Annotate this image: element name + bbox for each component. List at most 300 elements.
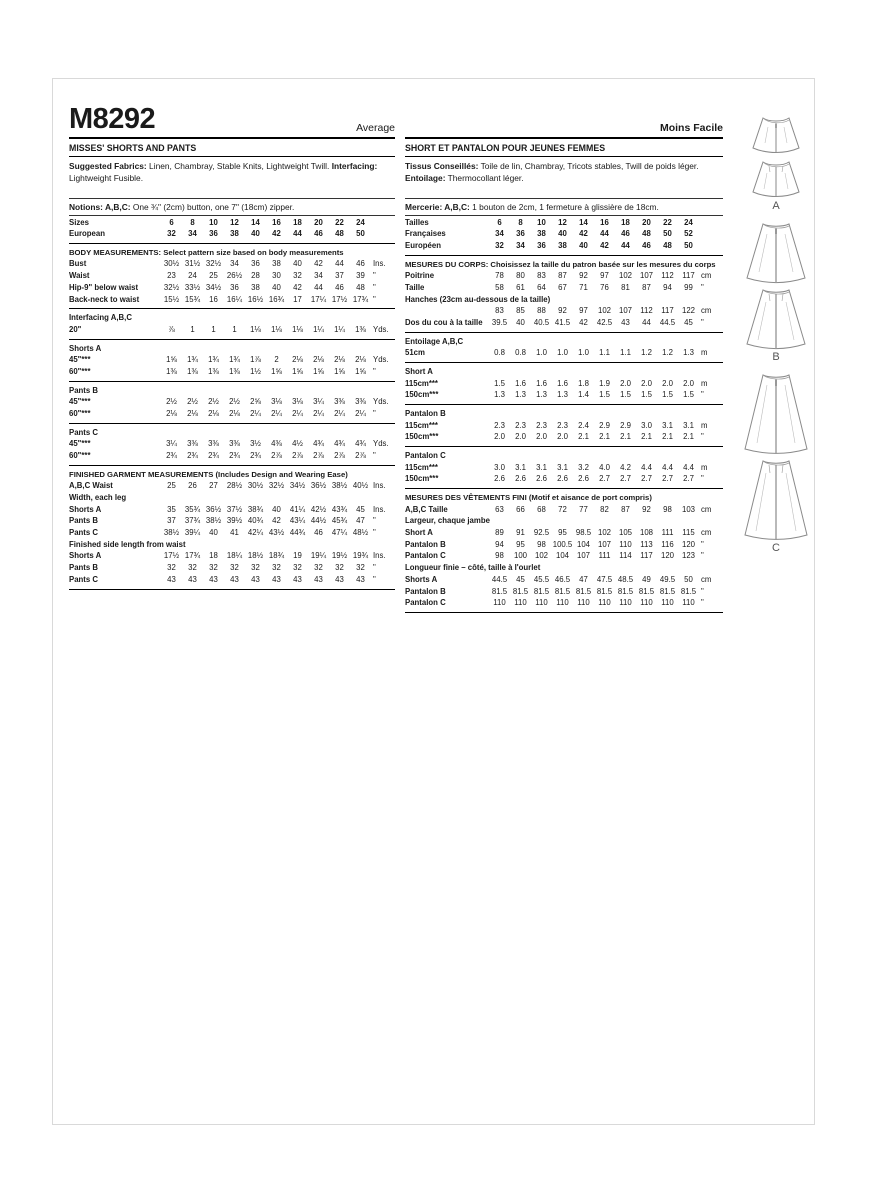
unit-cell: " <box>701 598 704 608</box>
table-row <box>405 420 723 432</box>
table-cell: 2⅞ <box>334 451 345 461</box>
pants-c-back-sketch <box>742 459 810 541</box>
unit-cell: " <box>373 516 376 526</box>
table-cell: 123 <box>681 551 695 561</box>
table-cell: 110 <box>598 598 611 608</box>
table-cell: 2¾ <box>187 451 198 461</box>
short-a-metrage-table <box>405 365 723 402</box>
table-row <box>69 480 395 492</box>
table-row <box>405 586 723 598</box>
table-cell: 34 <box>314 271 323 281</box>
table-cell: 107 <box>618 306 632 316</box>
row-label: Pants C <box>69 427 99 437</box>
table-cell: 45¾ <box>331 516 348 526</box>
divider <box>69 465 395 466</box>
table-cell: 110 <box>640 598 653 608</box>
table-cell: 113 <box>640 539 653 549</box>
table-cell: 17¾ <box>184 551 201 561</box>
table-cell: 47.5 <box>596 574 613 584</box>
table-row <box>405 408 723 420</box>
table-cell: 87 <box>558 271 567 281</box>
table-cell: 42 <box>579 229 588 239</box>
table-cell: 44½ <box>310 516 327 526</box>
table-cell: 3.1 <box>557 462 568 472</box>
table-cell: 1.8 <box>578 378 589 388</box>
table-cell: 3.1 <box>536 462 547 472</box>
table-cell: 16 <box>209 294 218 304</box>
table-cell: 1⅛ <box>292 324 303 334</box>
table-cell: 1¼ <box>334 324 345 334</box>
table-cell: 61 <box>516 282 525 292</box>
table-cell: 2.6 <box>536 474 547 484</box>
table-cell: 92.5 <box>533 528 550 538</box>
table-cell: 104 <box>555 551 569 561</box>
row-label: 60"*** <box>69 409 91 419</box>
table-cell: 4.0 <box>599 462 610 472</box>
table-cell: 1.6 <box>536 378 547 388</box>
divider <box>405 332 723 333</box>
table-cell: 2.1 <box>683 432 694 442</box>
table-cell: 2⅛ <box>229 409 240 419</box>
row-label: Bust <box>69 259 87 269</box>
table-cell: 4.4 <box>683 462 694 472</box>
table-cell: 46 <box>314 229 323 239</box>
table-cell: 25 <box>209 271 218 281</box>
table-cell: 17¾ <box>352 294 369 304</box>
table-cell: 107 <box>576 551 590 561</box>
french-column <box>405 105 723 615</box>
table-cell: 35 <box>167 504 176 514</box>
table-cell: 2.7 <box>641 474 652 484</box>
row-label: Largeur, chaque jambe <box>405 516 490 526</box>
table-cell: 38½ <box>163 528 180 538</box>
table-cell: 92 <box>558 306 567 316</box>
table-cell: 32 <box>251 563 260 573</box>
table-cell: 38 <box>272 259 281 269</box>
pattern-number: M8292 <box>69 103 156 135</box>
table-cell: 2⅛ <box>292 355 303 365</box>
row-label: 150cm*** <box>405 474 439 484</box>
unit-cell: " <box>701 317 704 327</box>
table-row <box>69 354 395 366</box>
table-cell: 98 <box>663 504 672 514</box>
table-row <box>69 282 395 294</box>
table-cell: 98 <box>495 551 504 561</box>
table-cell: 2.1 <box>578 432 589 442</box>
table-cell: 37 <box>335 271 344 281</box>
table-cell: 15½ <box>163 294 180 304</box>
unit-cell: " <box>373 282 376 292</box>
row-label: Finished side length from waist <box>69 539 186 549</box>
table-row <box>69 385 395 397</box>
row-label: Pantalon C <box>405 598 446 608</box>
unit-cell: m <box>701 420 708 430</box>
table-cell: 3.1 <box>683 420 694 430</box>
row-label: Pantalon B <box>405 539 446 549</box>
table-cell: 2¼ <box>355 409 366 419</box>
table-cell: 24 <box>684 217 693 227</box>
table-cell: 14 <box>579 217 588 227</box>
table-cell: 46 <box>314 528 323 538</box>
table-cell: 41.5 <box>554 317 571 327</box>
table-cell: 36 <box>209 229 218 239</box>
row-label: 51cm <box>405 348 425 358</box>
row-label: Hip-9" below waist <box>69 282 139 292</box>
body-measurements-table-fr <box>405 258 723 330</box>
row-label: Pants B <box>69 385 99 395</box>
table-cell: 2⅛ <box>208 409 219 419</box>
table-cell: 18 <box>621 217 630 227</box>
table-row <box>405 347 723 359</box>
table-cell: 1 <box>211 324 216 334</box>
table-cell: 2.6 <box>515 474 526 484</box>
table-cell: 76 <box>600 282 609 292</box>
table-cell: 39.5 <box>491 317 508 327</box>
table-cell: 110 <box>577 598 590 608</box>
table-cell: 83 <box>495 306 504 316</box>
table-cell: 46 <box>621 229 630 239</box>
table-cell: 1⅝ <box>271 366 282 376</box>
table-cell: 45 <box>684 317 693 327</box>
row-label: Entoilage A,B,C <box>405 336 464 346</box>
table-cell: 2.7 <box>683 474 694 484</box>
table-cell: 19¾ <box>352 551 369 561</box>
table-row <box>69 343 395 355</box>
table-section-header: BODY MEASUREMENTS: Select pattern size based on body measurements <box>69 247 344 257</box>
table-row <box>405 574 723 586</box>
table-cell: 95 <box>516 539 525 549</box>
table-cell: 40¾ <box>247 516 264 526</box>
divider <box>405 404 723 405</box>
row-label: 60"*** <box>69 366 91 376</box>
table-cell: 2¼ <box>313 409 324 419</box>
row-label: Pants C <box>69 528 99 538</box>
table-cell: 30 <box>272 271 281 281</box>
unit-cell: " <box>701 474 704 484</box>
table-cell: 2¼ <box>250 409 261 419</box>
row-label: Shorts A <box>69 343 102 353</box>
table-cell: 66 <box>516 504 525 514</box>
unit-cell: " <box>701 586 704 596</box>
row-label: A,B,C Taille <box>405 504 448 514</box>
unit-cell: cm <box>701 504 712 514</box>
table-row <box>405 240 723 252</box>
table-cell: 6 <box>497 217 502 227</box>
table-cell: 38 <box>230 229 239 239</box>
table-cell: 2¼ <box>271 409 282 419</box>
table-cell: 2¼ <box>292 409 303 419</box>
table-cell: 36 <box>516 229 525 239</box>
table-cell: 2⅝ <box>250 397 261 407</box>
row-label: Short A <box>405 528 433 538</box>
table-cell: 2.6 <box>578 474 589 484</box>
table-cell: 83 <box>537 271 546 281</box>
row-label: Shorts A <box>69 551 102 561</box>
row-label: 115cm*** <box>405 462 438 472</box>
table-cell: 2¾ <box>166 451 177 461</box>
table-cell: 2⅛ <box>313 355 324 365</box>
table-cell: 2.3 <box>494 420 505 430</box>
table-row <box>405 294 723 306</box>
divider <box>405 362 723 363</box>
table-cell: 45 <box>516 574 525 584</box>
table-cell: 6 <box>169 217 174 227</box>
table-cell: 4¾ <box>355 439 366 449</box>
table-cell: 8 <box>518 217 523 227</box>
table-cell: 34 <box>516 240 525 250</box>
table-cell: 100.5 <box>552 539 573 549</box>
table-cell: 80 <box>516 271 525 281</box>
table-cell: 1¼ <box>313 324 324 334</box>
table-cell: 1⅞ <box>250 355 261 365</box>
table-cell: 3⅛ <box>271 397 282 407</box>
table-row <box>69 550 395 562</box>
finished-measurements-table-en <box>69 468 395 587</box>
table-row <box>69 294 395 306</box>
table-row <box>405 450 723 462</box>
figure-label-a: A <box>772 200 780 212</box>
unit-cell: " <box>701 282 704 292</box>
row-label: 45"*** <box>69 397 91 407</box>
table-cell: 44¾ <box>289 528 306 538</box>
table-cell: 30½ <box>163 259 180 269</box>
row-label: Pants B <box>69 516 99 526</box>
table-cell: 31½ <box>184 259 201 269</box>
table-cell: 4⅜ <box>271 439 282 449</box>
unit-cell: Ins. <box>373 259 386 269</box>
unit-cell: Yds. <box>373 324 389 334</box>
table-cell: 1.6 <box>557 378 568 388</box>
table-cell: 4.4 <box>662 462 673 472</box>
table-cell: 24 <box>356 217 365 227</box>
table-cell: 2⅛ <box>355 355 366 365</box>
table-cell: 1⅜ <box>187 366 198 376</box>
divider <box>405 612 723 613</box>
table-cell: 64 <box>537 282 546 292</box>
table-cell: 1 <box>232 324 237 334</box>
table-cell: 2 <box>274 355 279 365</box>
pattern-envelope-back <box>52 78 815 1125</box>
table-cell: 44 <box>642 317 651 327</box>
table-cell: 19½ <box>331 551 348 561</box>
table-cell: 38¾ <box>247 504 264 514</box>
table-cell: 46.5 <box>554 574 571 584</box>
table-cell: 50 <box>356 229 365 239</box>
figure-label-c: C <box>772 542 780 554</box>
unit-cell: " <box>373 366 376 376</box>
table-cell: 2.0 <box>515 432 526 442</box>
table-cell: 89 <box>495 528 504 538</box>
table-cell: 3.1 <box>515 462 526 472</box>
table-cell: 34½ <box>205 282 222 292</box>
table-cell: 2½ <box>166 397 177 407</box>
table-cell: 4½ <box>292 439 303 449</box>
table-cell: 45 <box>356 504 365 514</box>
table-row <box>405 515 723 527</box>
table-cell: 2¼ <box>334 409 345 419</box>
table-cell: 36½ <box>310 481 327 491</box>
table-cell: 3¼ <box>313 397 324 407</box>
table-cell: 2.6 <box>494 474 505 484</box>
table-cell: 110 <box>556 598 569 608</box>
table-cell: 34 <box>495 229 504 239</box>
table-cell: 68 <box>537 504 546 514</box>
pattern-title-fr: SHORT ET PANTALON POUR JEUNES FEMMES <box>405 139 723 157</box>
table-cell: 2¾ <box>250 451 261 461</box>
figure-label-b: B <box>772 351 780 363</box>
table-cell: 32 <box>356 563 365 573</box>
table-cell: 40 <box>251 229 260 239</box>
pants-b-front-sketch <box>744 222 808 284</box>
table-cell: 24 <box>188 271 197 281</box>
table-cell: 27 <box>209 481 218 491</box>
table-cell: 52 <box>684 229 693 239</box>
table-cell: 43 <box>230 574 239 584</box>
row-label: Pantalon B <box>405 586 446 596</box>
table-cell: 1.9 <box>599 378 610 388</box>
table-cell: 92 <box>579 271 588 281</box>
table-cell: 88 <box>537 306 546 316</box>
pants-c-yardage-table <box>69 426 395 463</box>
table-cell: 114 <box>619 551 632 561</box>
table-cell: 110 <box>619 598 632 608</box>
row-label: Tailles <box>405 217 429 227</box>
table-cell: 2.3 <box>557 420 568 430</box>
table-cell: 2.4 <box>578 420 589 430</box>
table-row <box>405 431 723 443</box>
table-cell: 98.5 <box>575 528 592 538</box>
table-cell: 81.5 <box>659 586 676 596</box>
unit-cell: cm <box>701 271 712 281</box>
body-measurements-table-en <box>69 246 395 306</box>
table-cell: 2.1 <box>620 432 631 442</box>
table-cell: 1.5 <box>662 390 673 400</box>
table-cell: 49.5 <box>659 574 676 584</box>
table-cell: 36 <box>251 259 260 269</box>
table-row <box>69 324 395 336</box>
table-cell: 3¼ <box>166 439 177 449</box>
unit-cell: " <box>373 271 376 281</box>
table-cell: 85 <box>516 306 525 316</box>
table-cell: 34½ <box>289 481 306 491</box>
table-cell: 40 <box>579 240 588 250</box>
unit-cell: Ins. <box>373 504 386 514</box>
table-cell: 3.2 <box>578 462 589 472</box>
row-label: 45"*** <box>69 439 91 449</box>
table-cell: 117 <box>661 306 674 316</box>
table-cell: 0.8 <box>494 348 505 358</box>
table-cell: 43 <box>251 574 260 584</box>
table-cell: 104 <box>576 539 590 549</box>
table-row <box>405 305 723 317</box>
table-cell: 81.5 <box>596 586 613 596</box>
unit-cell: " <box>373 563 376 573</box>
table-cell: 1.3 <box>557 390 568 400</box>
shorts-a-yardage-table <box>69 342 395 379</box>
table-cell: 1.3 <box>494 390 505 400</box>
table-cell: 42 <box>314 259 323 269</box>
table-cell: 44 <box>293 229 302 239</box>
table-cell: 2.1 <box>641 432 652 442</box>
table-cell: 3.0 <box>494 462 505 472</box>
divider <box>69 423 395 424</box>
row-label: 150cm*** <box>405 390 439 400</box>
table-cell: 43 <box>272 574 281 584</box>
row-label: Pants B <box>69 563 99 573</box>
table-row <box>405 228 723 240</box>
table-cell: 1⅝ <box>334 366 345 376</box>
table-cell: 81.5 <box>491 586 508 596</box>
table-cell: 2¾ <box>229 451 240 461</box>
difficulty-label-fr: Moins Facile <box>659 122 723 134</box>
table-cell: 81.5 <box>512 586 529 596</box>
table-cell: 35¾ <box>184 504 201 514</box>
table-cell: 37½ <box>226 504 243 514</box>
unit-cell: Ins. <box>373 481 386 491</box>
row-label: Pantalon B <box>405 409 446 419</box>
entoilage-metrage-table <box>405 335 723 360</box>
table-row <box>69 408 395 420</box>
table-cell: 102 <box>597 306 611 316</box>
table-cell: 111 <box>661 528 674 538</box>
table-cell: 48 <box>335 229 344 239</box>
table-cell: 1⅝ <box>292 366 303 376</box>
table-cell: 48.5 <box>617 574 634 584</box>
table-cell: 72 <box>558 504 567 514</box>
unit-cell: " <box>701 539 704 549</box>
table-cell: 4.4 <box>641 462 652 472</box>
unit-cell: cm <box>701 574 712 584</box>
table-cell: 1.5 <box>683 390 694 400</box>
table-cell: 28½ <box>226 481 243 491</box>
table-cell: 2.0 <box>494 432 505 442</box>
table-cell: 44 <box>600 229 609 239</box>
table-section-header: MESURES DU CORPS: Choisissez la taille du patron basée sur les mesures du corps <box>405 259 716 269</box>
table-cell: 43 <box>314 574 323 584</box>
pants-c-front-sketch <box>742 373 810 455</box>
table-cell: 32 <box>272 563 281 573</box>
table-cell: 2.0 <box>641 378 652 388</box>
table-row <box>69 450 395 462</box>
table-row <box>405 550 723 562</box>
unit-cell: " <box>373 574 376 584</box>
table-row <box>69 258 395 270</box>
table-cell: 2.9 <box>620 420 631 430</box>
table-row <box>69 492 395 504</box>
table-cell: 43 <box>293 574 302 584</box>
table-cell: 1.3 <box>683 348 694 358</box>
row-label: A,B,C Waist <box>69 481 113 491</box>
row-label: Poitrine <box>405 271 435 281</box>
table-cell: 18¼ <box>226 551 243 561</box>
table-cell: 34 <box>188 229 197 239</box>
divider <box>69 381 395 382</box>
table-cell: 8 <box>190 217 195 227</box>
table-cell: 87 <box>642 282 651 292</box>
table-cell: 107 <box>639 271 653 281</box>
table-cell: 47¼ <box>331 528 348 538</box>
table-cell: 41¼ <box>289 504 306 514</box>
table-cell: 42.5 <box>596 317 613 327</box>
table-cell: 2.7 <box>662 474 673 484</box>
divider <box>405 488 723 489</box>
table-cell: 110 <box>514 598 527 608</box>
pattern-title-en: MISSES' SHORTS AND PANTS <box>69 139 395 157</box>
table-cell: 38½ <box>331 481 348 491</box>
table-cell: 81.5 <box>638 586 655 596</box>
table-cell: 12 <box>558 217 567 227</box>
table-cell: 42 <box>272 516 281 526</box>
